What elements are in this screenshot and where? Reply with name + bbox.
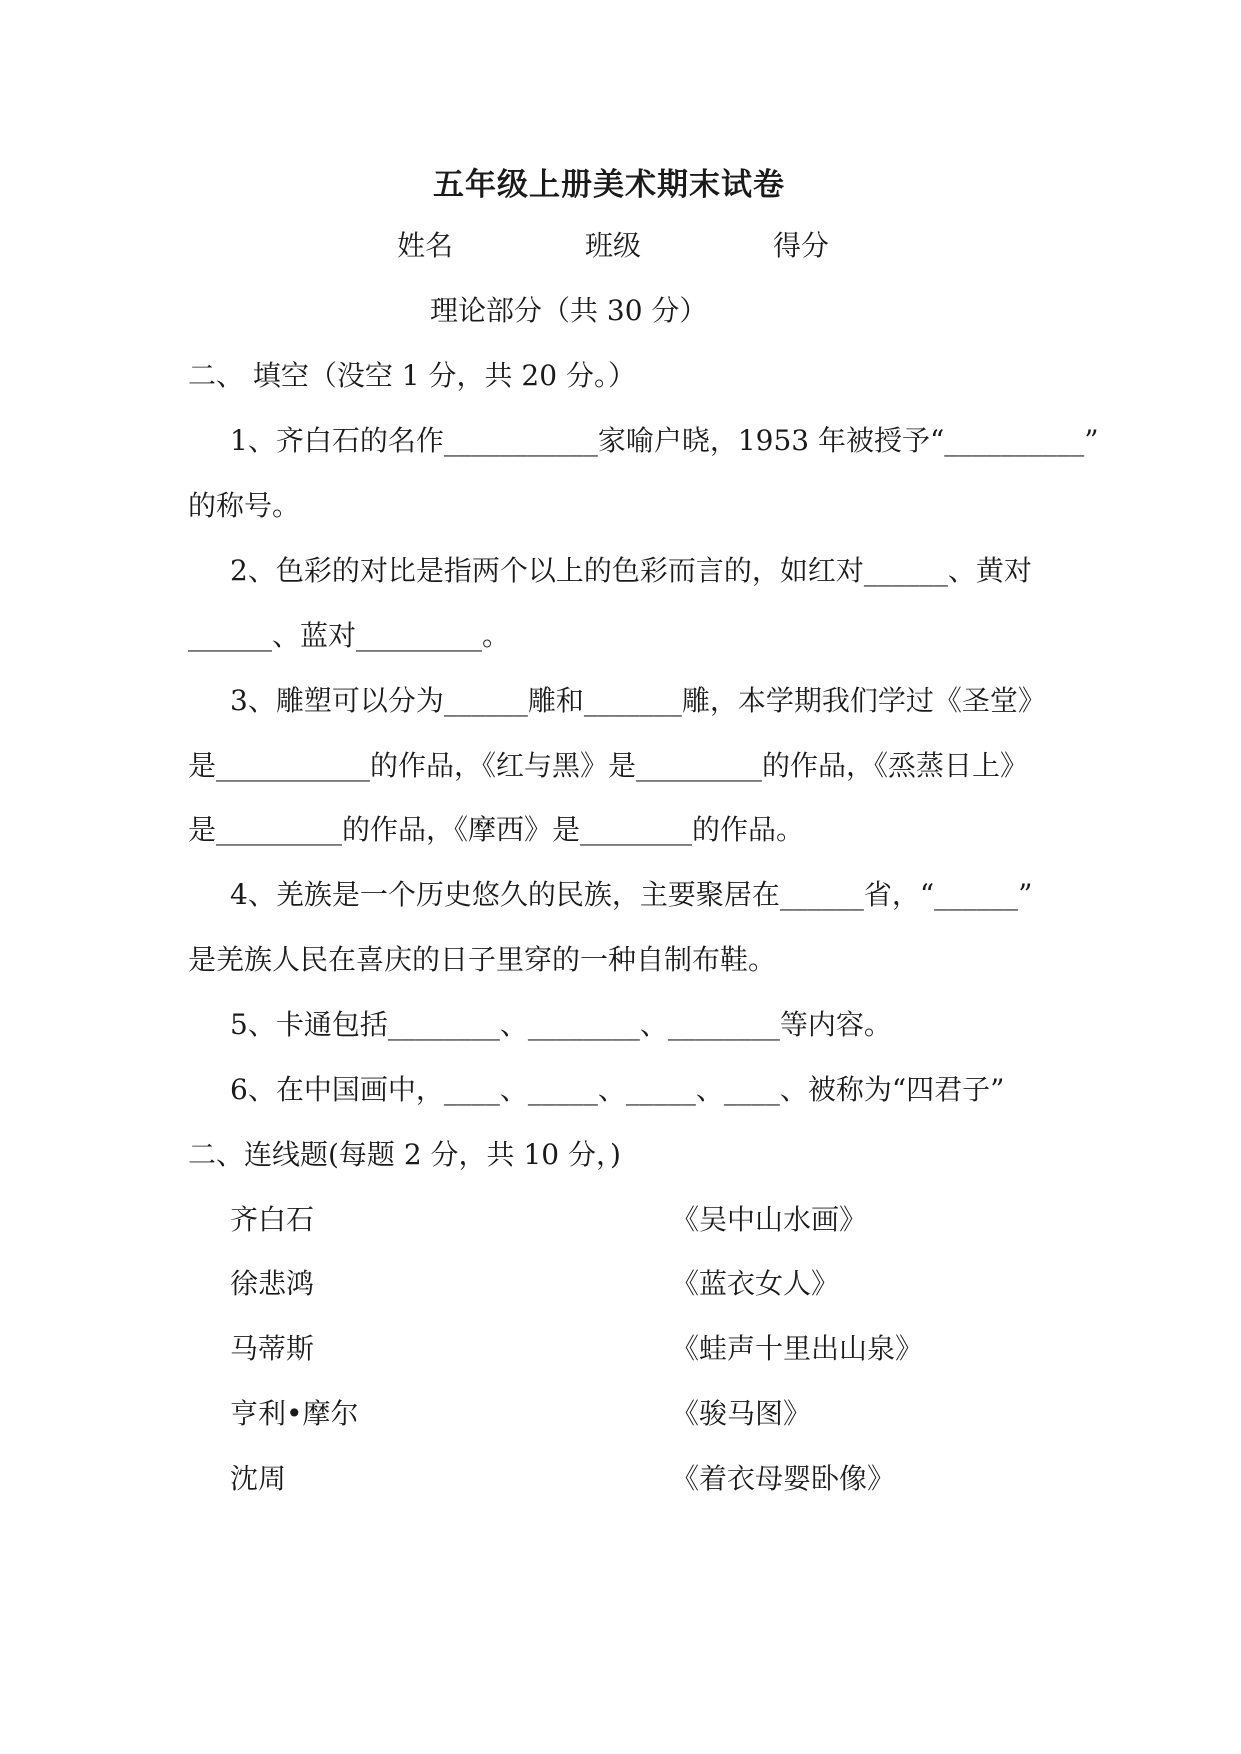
question-line: 是___________的作品，《红与黑》是_________的作品，《烝蒸日上》 (188, 749, 1029, 782)
matching-artwork: 《蛙声十里出山泉》 (671, 1332, 924, 1365)
name-field-label: 姓名 (397, 229, 454, 262)
matching-artist: 徐悲鸿 (230, 1267, 315, 1300)
question-line: 4、羌族是一个历史悠久的民族，主要聚居在______省，“______” (230, 878, 1033, 911)
question-line: 是_________的作品，《摩西》是________的作品。 (188, 813, 805, 846)
question-line: 是羌族人民在喜庆的日子里穿的一种自制布鞋。 (188, 943, 777, 976)
question-line: 1、齐白石的名作___________家喻户晓，1953 年被授予“__________” (230, 424, 1099, 457)
class-field-label: 班级 (585, 229, 642, 262)
section-subtitle: 理论部分（共 30 分） (430, 294, 708, 327)
fill-blank-heading: 二、 填空（没空 1 分，共 20 分。） (188, 359, 636, 392)
matching-artwork: 《着衣母婴卧像》 (671, 1462, 896, 1495)
question-line: 6、在中国画中，____、_____、_____、____、被称为“四君子” (230, 1073, 1005, 1106)
matching-artist: 齐白石 (230, 1203, 315, 1236)
matching-artwork: 《蓝衣女人》 (671, 1267, 840, 1300)
question-line: ______、蓝对_________。 (188, 619, 511, 652)
matching-artist: 沈周 (230, 1462, 287, 1495)
matching-artist: 马蒂斯 (230, 1332, 315, 1365)
question-line: 5、卡通包括________、________、________等内容。 (230, 1008, 892, 1041)
page-title: 五年级上册美术期末试卷 (433, 167, 785, 203)
matching-artist: 亨利•摩尔 (230, 1397, 359, 1430)
question-line: 3、雕塑可以分为______雕和_______雕，本学期我们学过《圣堂》 (230, 684, 1046, 717)
question-line: 的称号。 (188, 489, 301, 522)
matching-heading: 二、连线题(每题 2 分，共 10 分，) (188, 1138, 621, 1171)
question-line: 2、色彩的对比是指两个以上的色彩而言的，如红对______、黄对 (230, 554, 1032, 587)
matching-artwork: 《骏马图》 (671, 1397, 812, 1430)
score-field-label: 得分 (773, 229, 830, 262)
matching-artwork: 《吴中山水画》 (671, 1203, 868, 1236)
